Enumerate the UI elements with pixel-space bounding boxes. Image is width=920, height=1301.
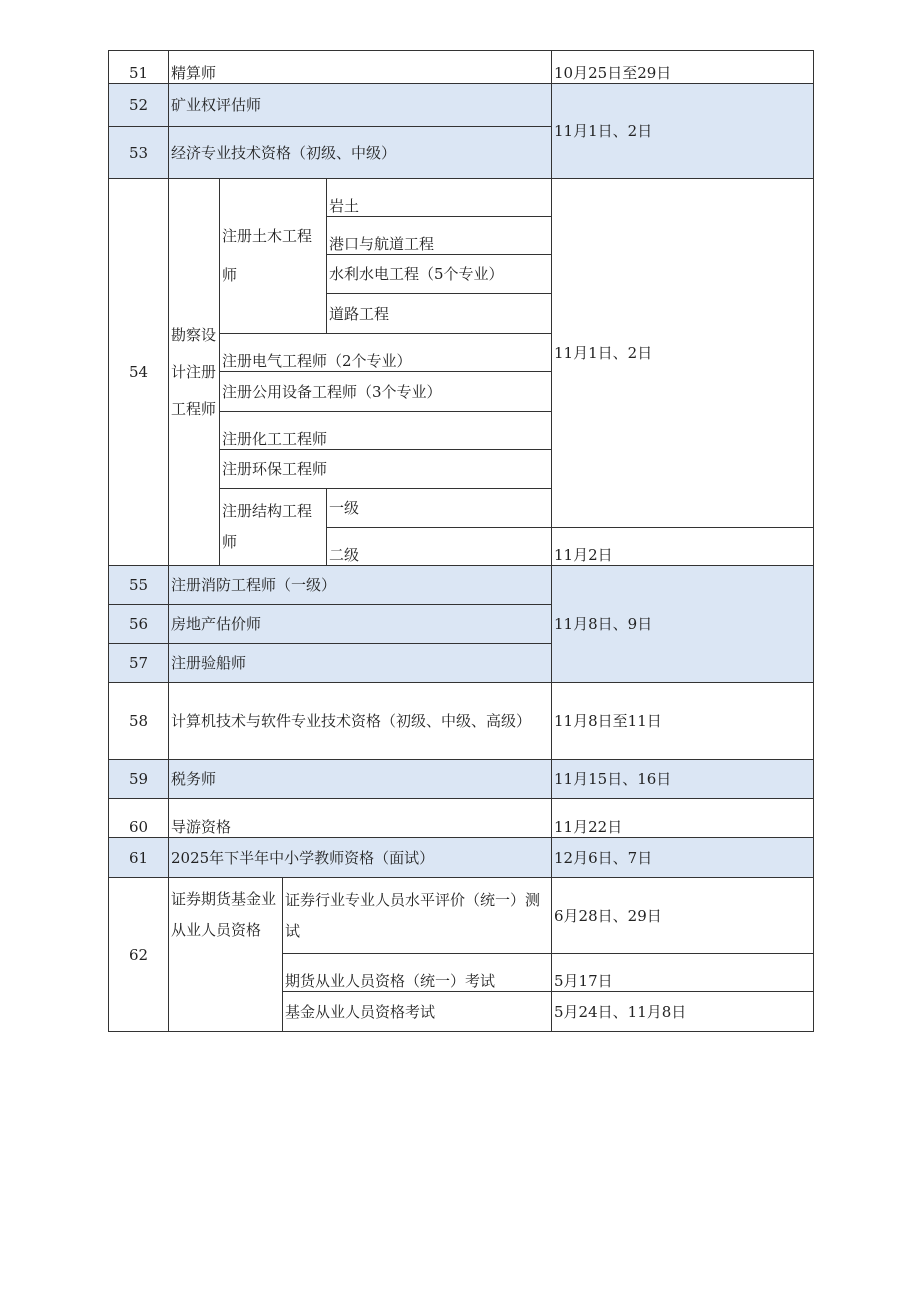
row-number: 54 (109, 179, 169, 566)
exam-name: 计算机技术与软件专业技术资格（初级、中级、高级） (169, 683, 552, 760)
table-row (109, 760, 814, 799)
exam-subgroup: 基金从业人员资格考试 (283, 992, 552, 1032)
exam-specialty: 港口与航道工程 (327, 217, 552, 255)
exam-date: 10月25日至29日 (552, 51, 814, 84)
row-number: 60 (109, 799, 169, 838)
row-number: 58 (109, 683, 169, 760)
exam-date: 11月1日、2日 (552, 84, 814, 179)
exam-subgroup: 注册土木工程师 (220, 179, 327, 334)
row-number: 61 (109, 838, 169, 878)
row-number: 62 (109, 878, 169, 1032)
exam-subgroup: 注册化工工程师 (220, 412, 552, 450)
table-row (109, 84, 814, 127)
exam-subgroup: 期货从业人员资格（统一）考试 (283, 954, 552, 992)
exam-date: 5月17日 (552, 954, 814, 992)
exam-group: 勘察设计注册工程师 (169, 179, 220, 566)
exam-subgroup: 证券行业专业人员水平评价（统一）测试 (283, 878, 552, 954)
exam-specialty: 水利水电工程（5个专业） (327, 255, 552, 294)
exam-name: 2025年下半年中小学教师资格（面试） (169, 838, 552, 878)
exam-name: 税务师 (169, 760, 552, 799)
exam-subgroup: 注册公用设备工程师（3个专业） (220, 372, 552, 412)
exam-level: 一级 (327, 489, 552, 528)
row-number: 51 (109, 51, 169, 84)
table-row (109, 878, 814, 954)
exam-subgroup: 注册环保工程师 (220, 450, 552, 489)
row-number: 55 (109, 566, 169, 605)
exam-date: 11月2日 (552, 528, 814, 566)
row-number: 53 (109, 127, 169, 179)
exam-name: 房地产估价师 (169, 605, 552, 644)
exam-date: 5月24日、11月8日 (552, 992, 814, 1032)
row-number: 59 (109, 760, 169, 799)
exam-name: 注册验船师 (169, 644, 552, 683)
exam-name: 精算师 (169, 51, 552, 84)
exam-name: 矿业权评估师 (169, 84, 552, 127)
table-row (109, 838, 814, 878)
table-row (109, 51, 814, 84)
exam-name: 注册消防工程师（一级） (169, 566, 552, 605)
table-row (109, 179, 814, 217)
exam-date: 11月22日 (552, 799, 814, 838)
exam-date: 11月8日、9日 (552, 566, 814, 683)
exam-date: 11月1日、2日 (552, 179, 814, 528)
exam-subgroup: 注册电气工程师（2个专业） (220, 334, 552, 372)
exam-level: 二级 (327, 528, 552, 566)
exam-date: 11月15日、16日 (552, 760, 814, 799)
table-row (109, 566, 814, 605)
exam-specialty: 岩土 (327, 179, 552, 217)
row-number: 57 (109, 644, 169, 683)
exam-schedule-table (108, 50, 814, 1032)
table-row (109, 683, 814, 760)
table-row (109, 799, 814, 838)
exam-date: 6月28日、29日 (552, 878, 814, 954)
exam-specialty: 道路工程 (327, 294, 552, 334)
exam-date: 11月8日至11日 (552, 683, 814, 760)
row-number: 56 (109, 605, 169, 644)
exam-group: 证券期货基金业从业人员资格 (169, 878, 283, 1032)
exam-name: 经济专业技术资格（初级、中级） (169, 127, 552, 179)
exam-name: 导游资格 (169, 799, 552, 838)
exam-date: 12月6日、7日 (552, 838, 814, 878)
row-number: 52 (109, 84, 169, 127)
exam-subgroup: 注册结构工程师 (220, 489, 327, 566)
